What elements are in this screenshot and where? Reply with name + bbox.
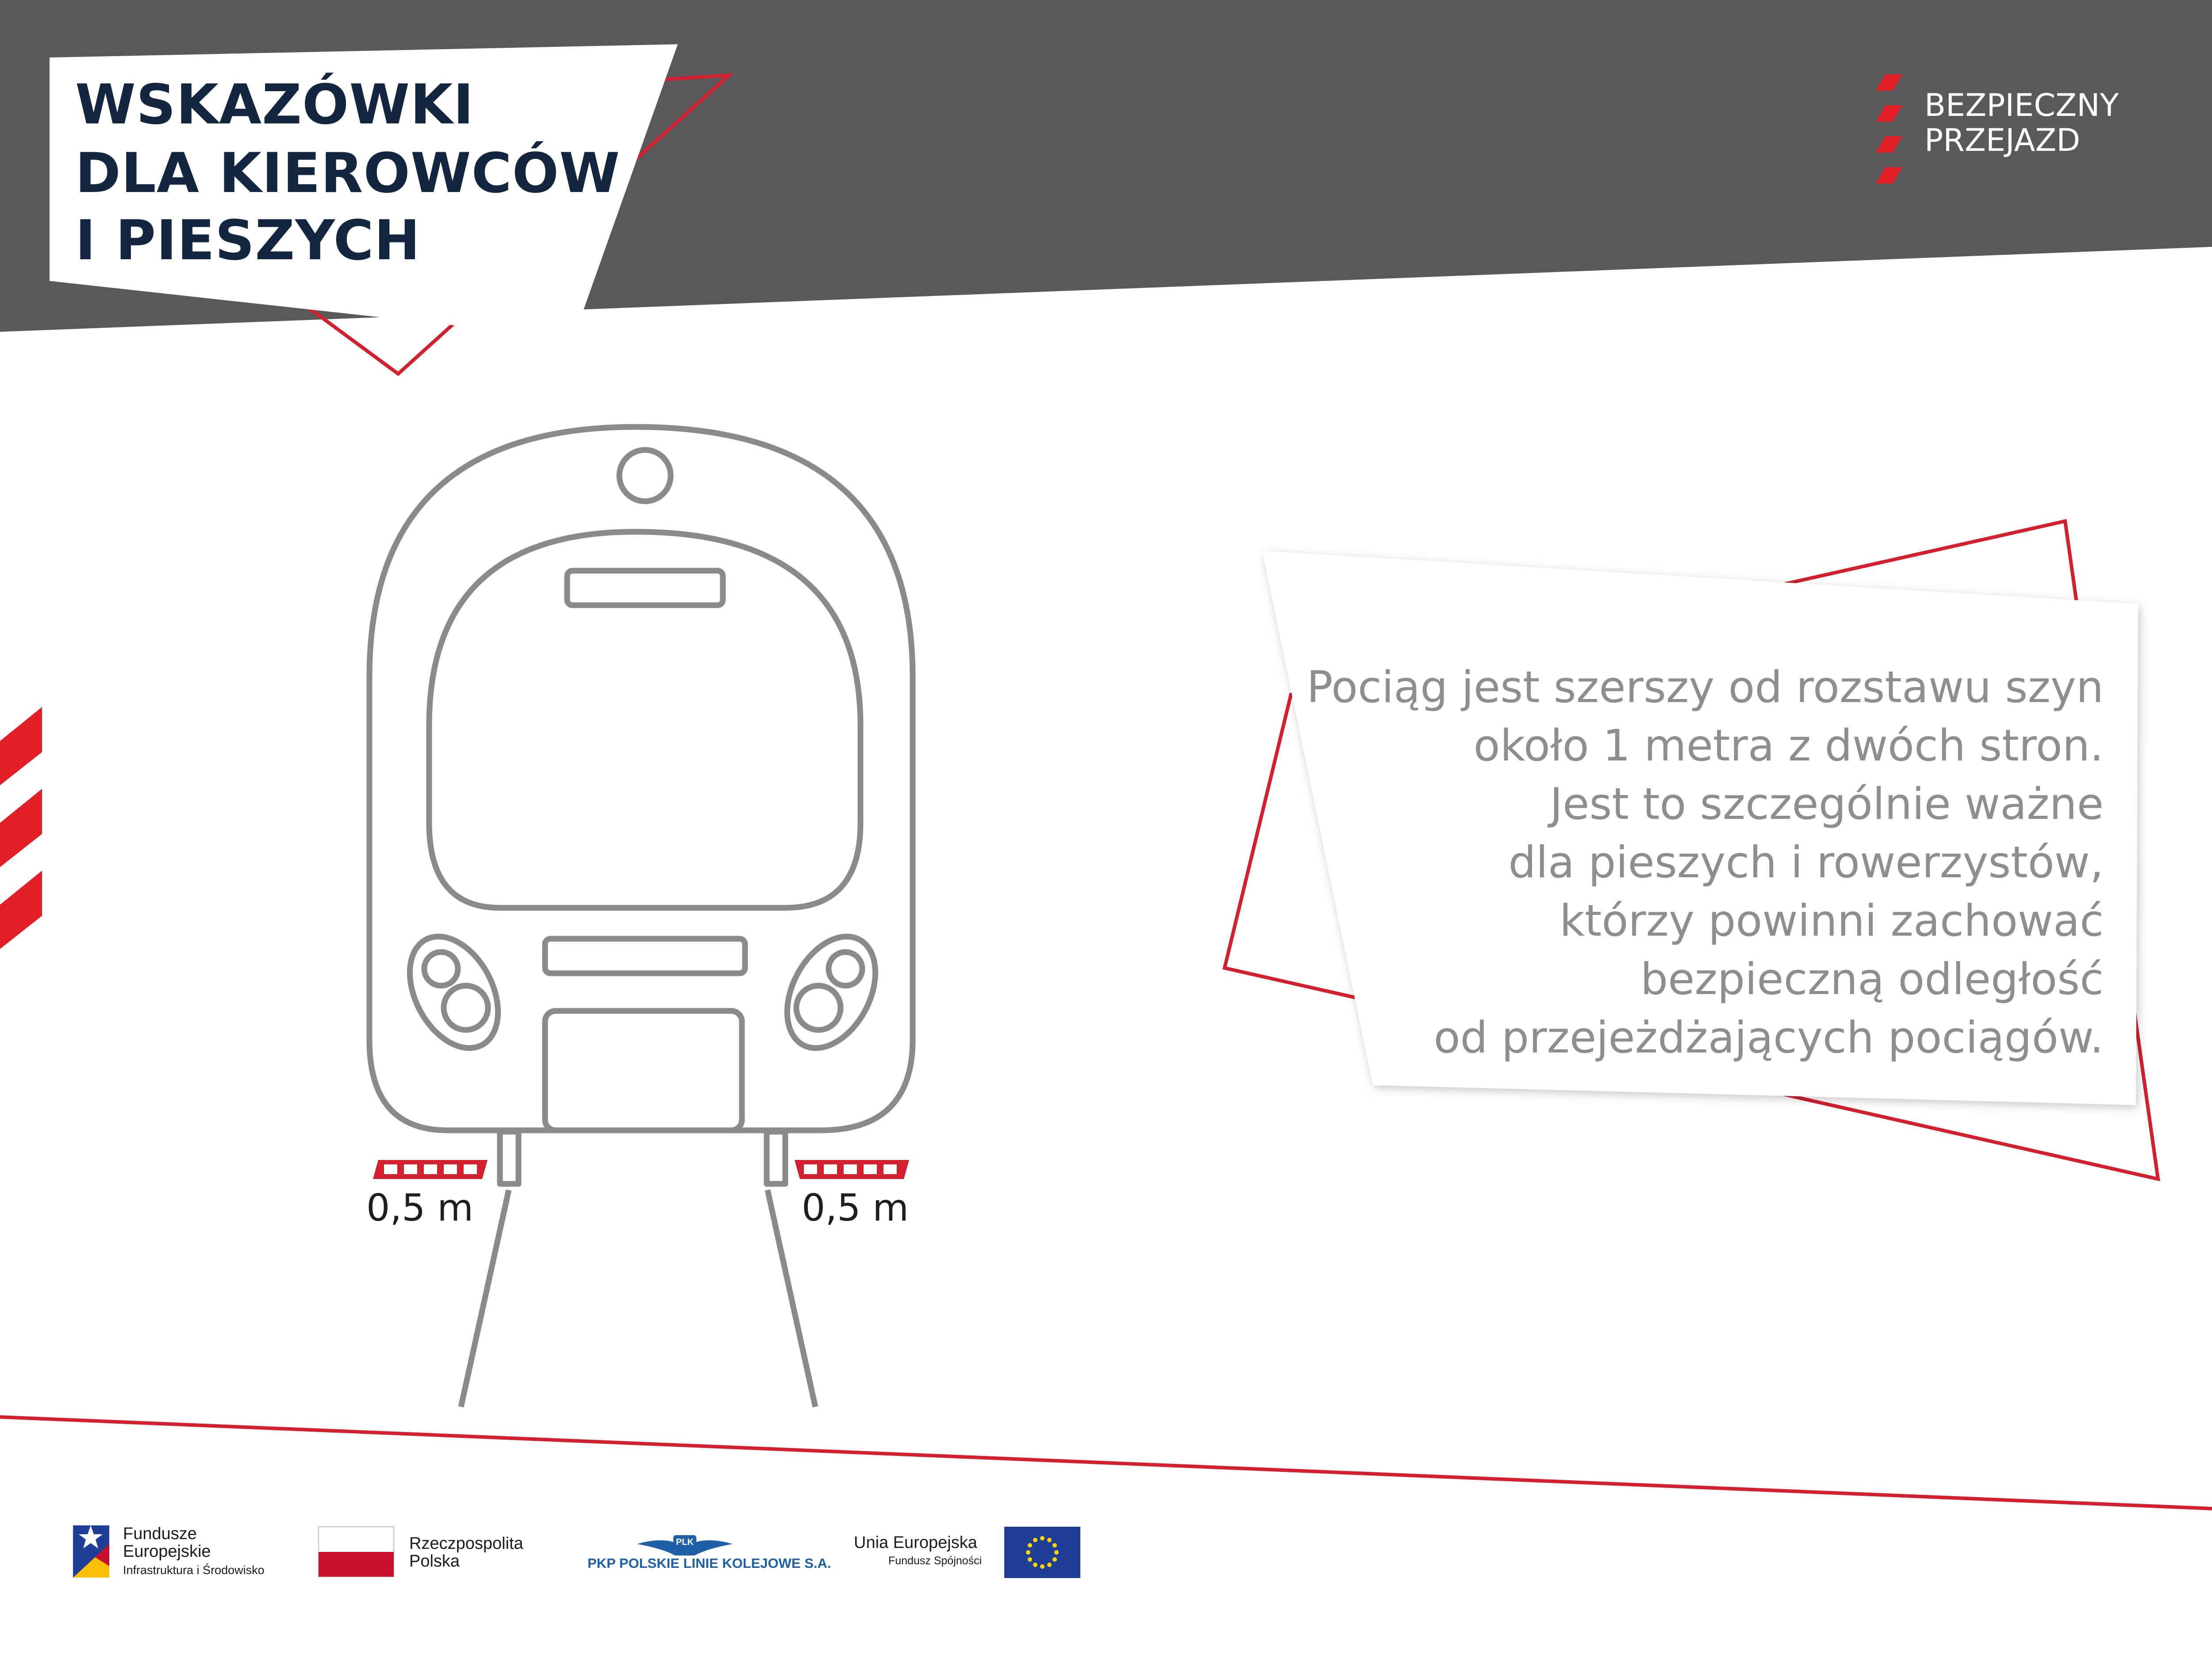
info-line-5: którzy powinni zachować: [1559, 896, 2104, 946]
eu-flag-icon: [1004, 1527, 1080, 1578]
windshield: [429, 532, 860, 908]
left-clearance-label: 0,5 m: [366, 1186, 474, 1229]
left-clearance-marker: [373, 1160, 488, 1179]
right-headlight-large-icon: [796, 986, 841, 1030]
info-line-1: Pociąg jest szerszy od rozstawu szyn: [1306, 662, 2104, 713]
ue-line-2: Fundusz Spójności: [888, 1555, 982, 1567]
left-headlight-large-icon: [444, 986, 488, 1030]
right-clearance-marker: [795, 1160, 909, 1179]
rp-line-1: Rzeczpospolita: [409, 1534, 523, 1553]
right-wheel-guard: [767, 1132, 785, 1184]
info-line-4: dla pieszych i rowerzystów,: [1508, 837, 2104, 888]
brand-line-1: BEZPIECZNY: [1924, 87, 2119, 123]
title-line-1: WSKAZÓWKI: [75, 73, 474, 137]
plk-name: PKP POLSKIE LINIE KOLEJOWE S.A.: [588, 1555, 831, 1571]
fe-program: Infrastruktura i Środowisko: [123, 1563, 265, 1577]
train-front-illustration: [369, 427, 913, 1184]
front-vent: [545, 939, 745, 973]
buffer-plate: [545, 1011, 742, 1130]
fe-name-1: Fundusze: [123, 1525, 197, 1543]
left-wheel-guard: [500, 1132, 518, 1184]
info-line-3: Jest to szczególnie ważne: [1550, 779, 2104, 830]
info-line-2: około 1 metra z dwóch stron.: [1473, 721, 2104, 771]
right-clearance-label: 0,5 m: [802, 1186, 909, 1229]
title-line-2: DLA KIEROWCÓW: [75, 142, 620, 205]
plk-badge: PLK: [676, 1537, 694, 1547]
destination-display: [567, 571, 723, 605]
bottom-red-line: [0, 1417, 2212, 1509]
title-line-3: I PIESZYCH: [75, 209, 421, 273]
ue-line-1: Unia Europejska: [854, 1533, 977, 1552]
left-headlight-small-icon: [424, 952, 458, 986]
fe-name-2: Europejskie: [123, 1542, 211, 1561]
rp-line-2: Polska: [409, 1552, 460, 1571]
rails: [461, 1190, 815, 1407]
headlight-top-icon: [619, 450, 671, 501]
poland-flag-icon: [319, 1527, 394, 1577]
fundusze-europejskie-logo-icon: [73, 1525, 109, 1578]
right-headlight-small-icon: [829, 952, 862, 986]
info-line-7: od przejeżdżających pociągów.: [1433, 1013, 2104, 1063]
info-line-6: bezpieczną odległość: [1640, 954, 2104, 1005]
brand-line-2: PRZEJAZD: [1924, 122, 2081, 158]
side-stripes-decoration: [0, 707, 42, 949]
